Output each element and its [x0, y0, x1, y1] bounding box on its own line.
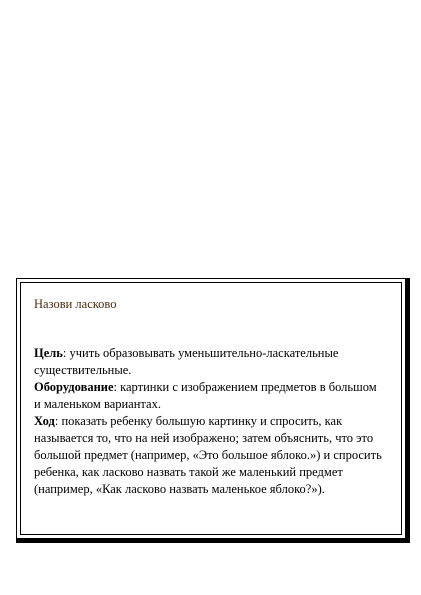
equipment-paragraph	[34, 379, 382, 413]
game-card-inner-frame	[20, 282, 402, 535]
procedure-label: Ход	[34, 414, 55, 428]
equipment-text: : картинки с изображением предметов в большом и маленьком вариантах.	[34, 380, 377, 411]
procedure-paragraph	[34, 413, 382, 498]
game-title: Назови ласково	[34, 297, 117, 311]
game-description	[34, 345, 382, 498]
goal-text: : учить образовывать уменьшительно-ласкательные существительные.	[34, 346, 339, 377]
goal-label: Цель	[34, 346, 63, 360]
procedure-text: : показать ребенку большую картинку и спросить, как называется то, что на ней изображено; затем объяснить, что это большой предмет (например, «Это большое яблоко.») и спросить ребенка, как ласково назвать такой же маленький предмет (например, «Как ласково назвать маленькое яблоко?»).	[34, 414, 382, 496]
game-card	[16, 278, 410, 543]
equipment-label: Оборудование	[34, 380, 114, 394]
goal-paragraph	[34, 345, 382, 379]
